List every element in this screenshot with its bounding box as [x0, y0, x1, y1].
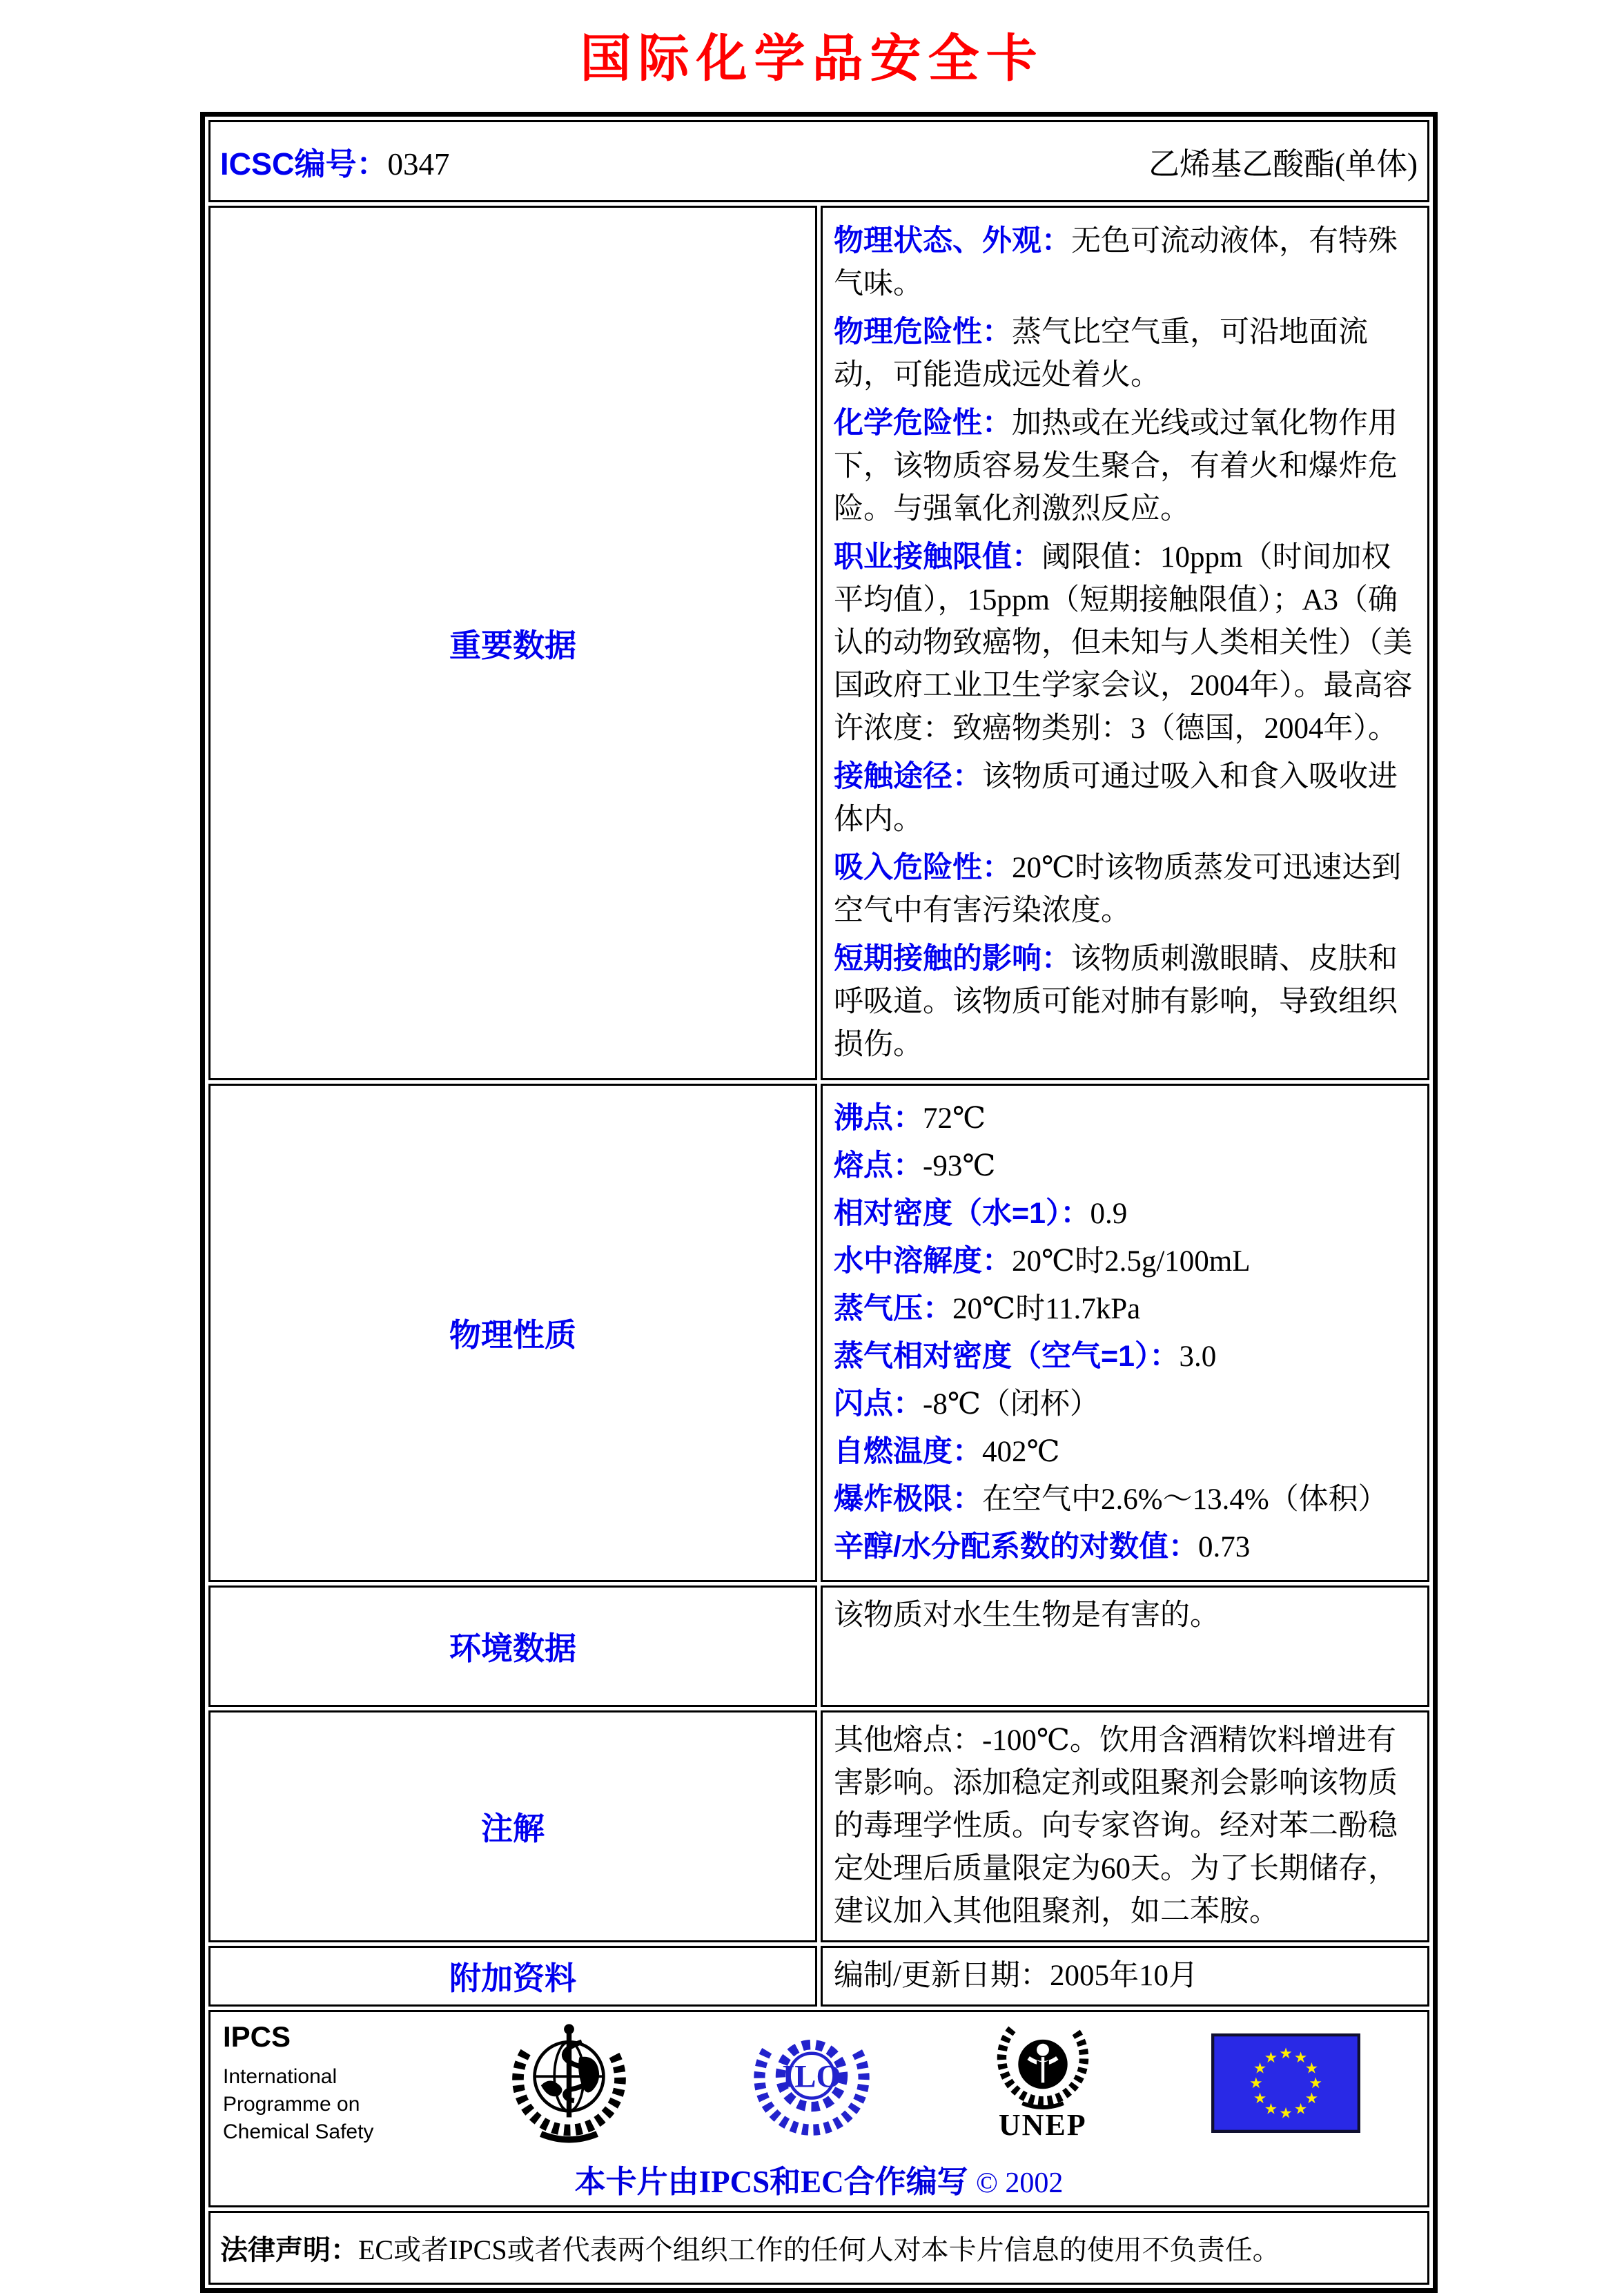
section-label-additional: 附加资料	[208, 1946, 817, 2007]
svg-text:★: ★	[1305, 2089, 1319, 2107]
item-text: 该物质刺激眼睛、皮肤和呼吸道。该物质可能对肺有影响，导致组织损伤。	[834, 943, 1398, 1061]
ipcs-text-block	[219, 2020, 447, 2146]
important-item	[834, 755, 1416, 841]
caption-year: © 2002	[975, 2167, 1064, 2199]
important-item	[834, 402, 1416, 531]
additional-info-row	[208, 1946, 1429, 2007]
property-label: 爆炸极限：	[834, 1483, 982, 1516]
property-label: 闪点：	[834, 1387, 923, 1421]
item-text: 无色可流动液体，有特殊气味。	[834, 225, 1398, 300]
physical-properties-row	[208, 1084, 1429, 1582]
property-value: 0.9	[1090, 1198, 1128, 1230]
property-value: 72℃	[923, 1102, 986, 1135]
notes-row	[208, 1710, 1429, 1942]
item-label: 接触途径：	[834, 760, 982, 793]
legal-text: EC或者IPCS或者代表两个组织工作的任何人对本卡片信息的使用不负责任。	[358, 2234, 1280, 2265]
unep-logo-block	[991, 2023, 1095, 2143]
property-item	[834, 1335, 1416, 1378]
section-label-important: 重要数据	[208, 206, 817, 1080]
page-title: 国际化学品安全卡	[580, 30, 1044, 87]
svg-text:★: ★	[1264, 2100, 1278, 2118]
svg-text:★: ★	[1309, 2074, 1323, 2092]
property-value: 20℃时2.5g/100mL	[1012, 1245, 1251, 1278]
page	[0, 18, 1624, 2265]
item-label: 物理危险性：	[834, 315, 1012, 349]
ipcs-title: IPCS	[223, 2020, 291, 2053]
property-value: 0.73	[1197, 1531, 1251, 1563]
svg-text:★: ★	[1305, 2060, 1319, 2078]
logos-cell	[208, 2010, 1429, 2207]
property-label: 水中溶解度：	[834, 1245, 1012, 1278]
property-label: 熔点：	[834, 1149, 923, 1182]
property-value: -8℃（闭杯）	[923, 1388, 1099, 1421]
important-item	[834, 846, 1416, 933]
section-label-environment: 环境数据	[208, 1585, 817, 1707]
item-text: 阈限值：10ppm（时间加权平均值），15ppm（短期接触限值）；A3（确认的动物致癌物，但未知与人类相关性）（美国政府工业卫生学家会议，2004年）。最高容许浓度：致癌物类别：3（德国，2004年）。	[834, 541, 1413, 745]
section-label-notes: 注解	[208, 1710, 817, 1942]
important-data-row	[208, 206, 1429, 1080]
property-label: 沸点：	[834, 1102, 923, 1135]
ipcs-subtitle-line: Chemical Safety	[223, 2120, 374, 2143]
item-label: 短期接触的影响：	[834, 942, 1071, 975]
environmental-data-content	[821, 1585, 1429, 1707]
svg-text:★: ★	[1294, 2100, 1308, 2118]
legal-row	[208, 2211, 1429, 2285]
important-data-content	[821, 206, 1429, 1080]
property-item	[834, 1478, 1416, 1521]
card-header-cell	[208, 120, 1429, 202]
svg-text:★: ★	[1294, 2049, 1308, 2067]
item-text: 20℃时该物质蒸发可迅速达到空气中有害污染浓度。	[834, 852, 1402, 927]
property-item	[834, 1144, 1416, 1188]
property-label: 蒸气压：	[834, 1292, 952, 1325]
item-text: 加热或在光线或过氧化物作用下，该物质容易发生聚合，有着火和爆炸危险。与强氧化剂激烈反应。	[834, 407, 1398, 525]
ipcs-subtitle-line: Programme on	[223, 2092, 360, 2116]
legal-cell	[208, 2211, 1429, 2285]
property-label: 相对密度（水=1）：	[834, 1197, 1090, 1230]
item-text: 该物质可通过吸入和食入吸收进体内。	[834, 761, 1398, 836]
logos-row	[208, 2010, 1429, 2207]
property-value: 3.0	[1179, 1340, 1217, 1373]
item-label: 物理状态、外观：	[834, 224, 1071, 257]
icsc-number-line	[220, 139, 450, 184]
svg-text:★: ★	[1279, 2104, 1293, 2122]
item-label: 吸入危险性：	[834, 851, 1012, 884]
property-item	[834, 1097, 1416, 1140]
property-label: 自燃温度：	[834, 1435, 982, 1468]
caption-text: 本卡片由IPCS和EC合作编写	[574, 2165, 968, 2199]
environmental-data-row	[208, 1585, 1429, 1707]
who-logo-icon	[505, 2019, 633, 2147]
property-value: -93℃	[923, 1150, 996, 1182]
section-label-physical: 物理性质	[208, 1084, 817, 1582]
important-item	[834, 311, 1416, 397]
item-label: 化学危险性：	[834, 407, 1012, 440]
additional-info-content: 编制/更新日期：2005年10月	[821, 1946, 1429, 2007]
svg-text:★: ★	[1264, 2049, 1278, 2067]
item-text: 蒸气比空气重，可沿地面流动，可能造成远处着火。	[834, 316, 1368, 391]
property-label: 蒸气相对密度（空气=1）：	[834, 1340, 1180, 1373]
icsc-label: ICSC编号：	[220, 146, 388, 182]
property-value: 在空气中2.6%～13.4%（体积）	[982, 1483, 1388, 1516]
legal-label: 法律声明：	[220, 2235, 358, 2265]
important-item	[834, 219, 1416, 306]
cooperation-caption	[219, 2156, 1419, 2201]
important-item	[834, 937, 1416, 1066]
icsc-number: 0347	[387, 147, 450, 182]
safety-card	[200, 112, 1438, 2293]
property-item	[834, 1430, 1416, 1474]
item-label: 职业接触限值：	[834, 540, 1041, 574]
property-value: 20℃时11.7kPa	[952, 1293, 1141, 1325]
unep-logo-icon	[991, 2023, 1095, 2111]
svg-text:★: ★	[1253, 2089, 1267, 2107]
ipcs-subtitle-line: International	[223, 2065, 337, 2088]
ilo-logo-icon	[750, 2021, 874, 2145]
svg-text:★: ★	[1249, 2074, 1263, 2092]
property-item	[834, 1287, 1416, 1331]
chemical-name: 乙烯基乙酸酯(单体)	[1148, 147, 1418, 182]
svg-text:★: ★	[1279, 2045, 1293, 2062]
physical-properties-content	[821, 1084, 1429, 1582]
svg-text:ILO: ILO	[782, 2058, 842, 2094]
property-value: 402℃	[982, 1436, 1060, 1468]
unep-label: UNEP	[998, 2108, 1087, 2142]
important-item	[834, 536, 1416, 750]
property-item	[834, 1240, 1416, 1283]
environmental-text: 该物质对水生生物是有害的。	[834, 1599, 1220, 1632]
svg-text:★: ★	[1253, 2060, 1267, 2078]
eu-flag-icon	[1211, 2033, 1360, 2134]
property-item	[834, 1525, 1416, 1569]
property-item	[834, 1383, 1416, 1426]
property-item	[834, 1192, 1416, 1236]
notes-content: 其他熔点：-100℃。饮用含酒精饮料增进有害影响。添加稳定剂或阻聚剂会影响该物质的毒理学性质。向专家咨询。经对苯二酚稳定处理后质量限定为60天。为了长期储存，建议加入其他阻聚剂，如二苯胺。	[821, 1710, 1429, 1942]
header-row	[208, 120, 1429, 202]
property-label: 辛醇/水分配系数的对数值：	[834, 1530, 1198, 1563]
